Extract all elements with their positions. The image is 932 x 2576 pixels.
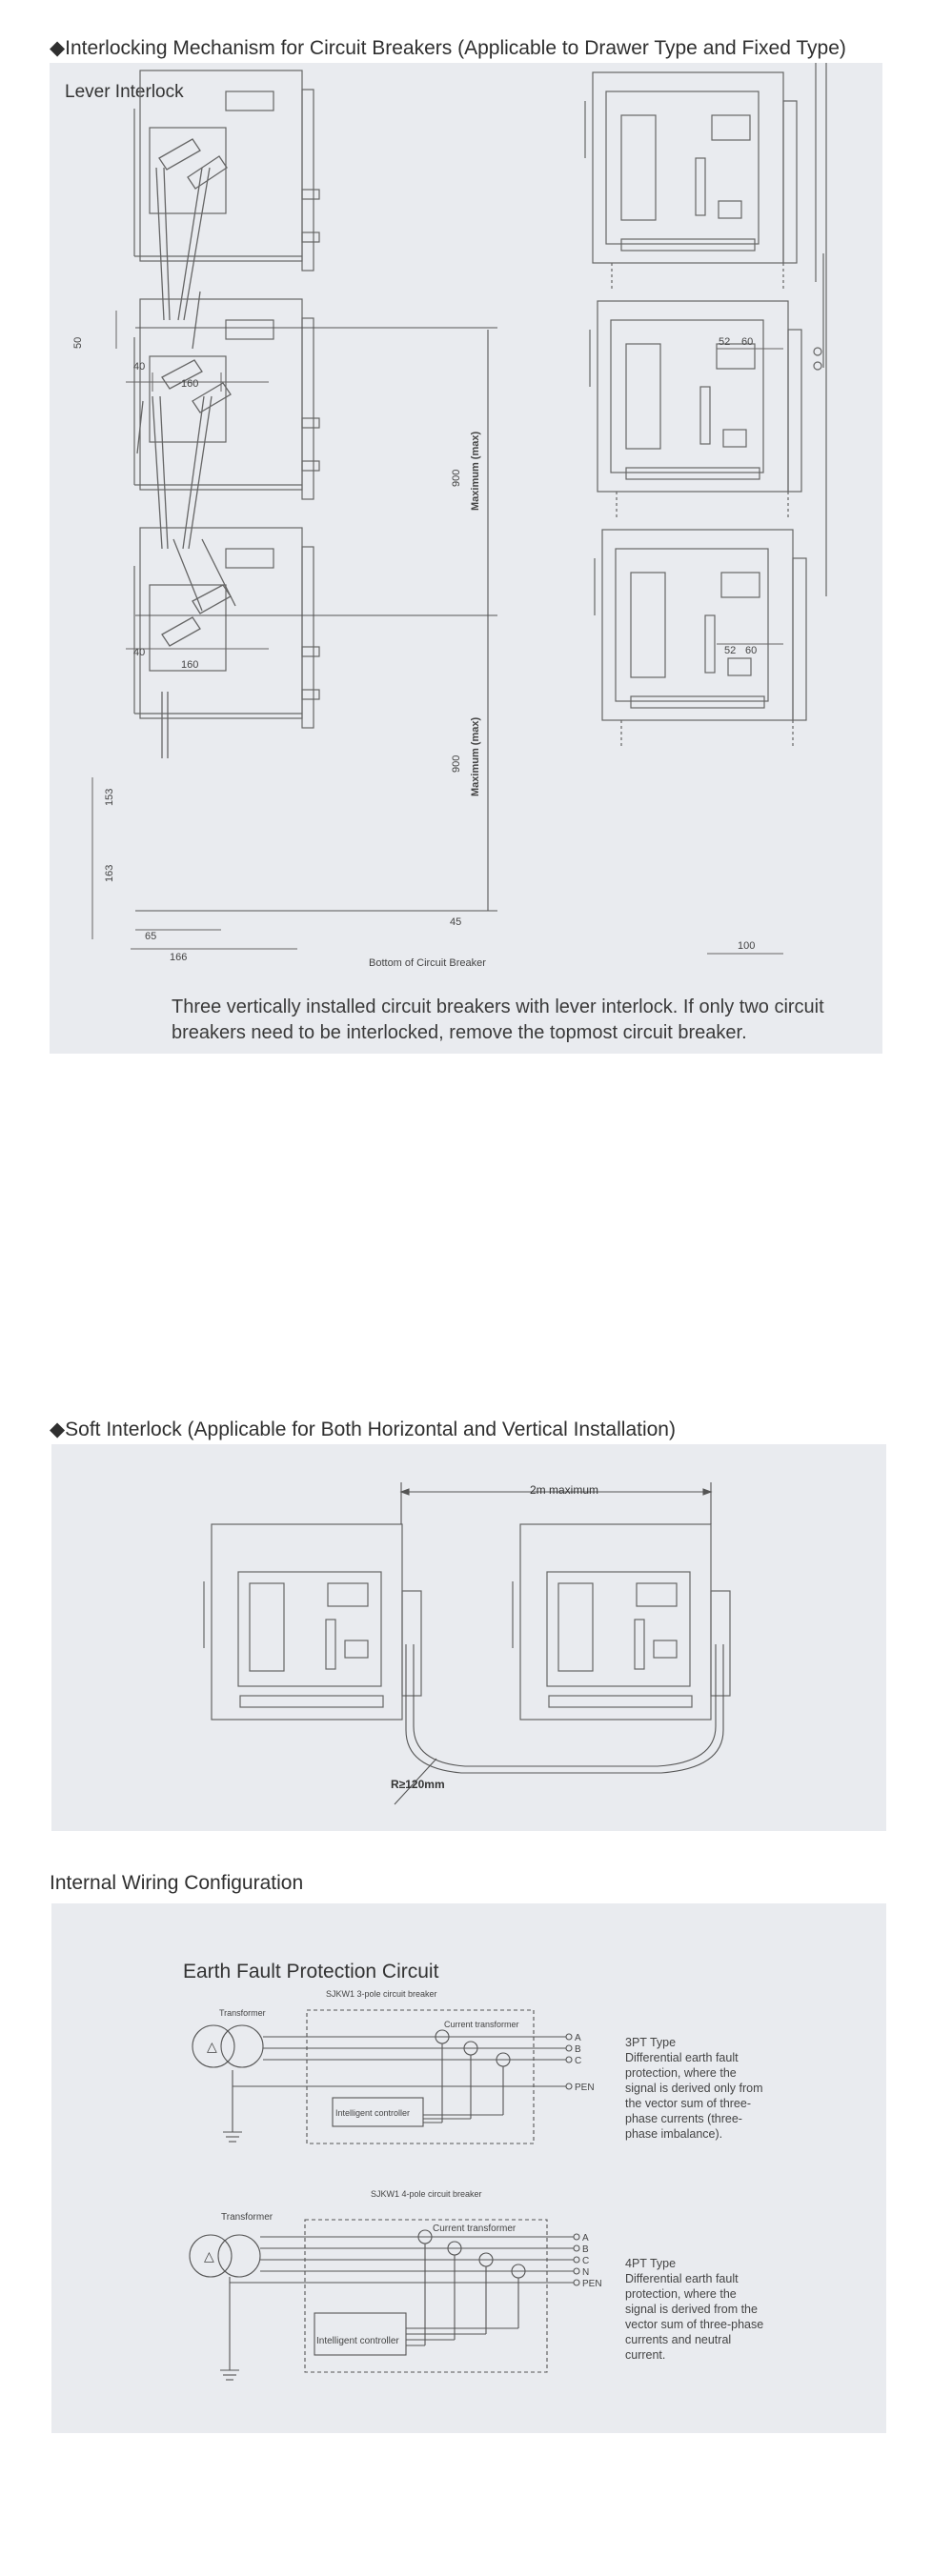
dim-900-b: 900 [451, 755, 462, 773]
section-heading-internal-wiring: Internal Wiring Configuration [50, 1872, 304, 1894]
controller-label-2: Intelligent controller [316, 2336, 399, 2346]
type-4pt-line: protection, where the [625, 2287, 737, 2301]
dim-max-a: Maximum (max) [470, 431, 481, 511]
dim-40-b: 40 [133, 647, 146, 658]
soft-interlock-panel [51, 1444, 886, 1831]
dim-163: 163 [104, 864, 115, 882]
dim-166: 166 [170, 952, 188, 963]
type-4pt-line: signal is derived from the [625, 2303, 758, 2316]
lever-interlock-caption: Three vertically installed circuit breakers with lever interlock. If only two circuit breakers need to be interlocked, remove the topmost circuit breaker. [172, 996, 824, 1043]
type-3pt-title: 3PT Type [625, 2036, 677, 2049]
terminal-2b: B [582, 2244, 589, 2255]
dim-45: 45 [450, 916, 462, 928]
dim-900-a: 900 [451, 469, 462, 487]
type-4pt-line: currents and neutral [625, 2333, 732, 2346]
terminal-2n: N [582, 2267, 590, 2278]
dim-160-a: 160 [181, 378, 199, 390]
lever-interlock-drawing [50, 63, 882, 1054]
delta-symbol-1: △ [207, 2039, 217, 2054]
type-4pt-description [625, 2256, 778, 2363]
type-4pt-line: current. [625, 2348, 666, 2362]
panel-label-lever-interlock: Lever Interlock [65, 82, 184, 102]
type-3pt-line: Differential earth fault [625, 2051, 739, 2064]
bottom-of-breaker-label: Bottom of Circuit Breaker [369, 957, 486, 969]
lever-interlock-panel [50, 63, 882, 1054]
section-heading-soft-interlock: ◆Soft Interlock (Applicable for Both Horizontal and Vertical Installation) [50, 1419, 676, 1440]
terminal-2pen: PEN [582, 2279, 602, 2289]
dim-52-b: 52 [724, 645, 737, 656]
earth-fault-title: Earth Fault Protection Circuit [183, 1961, 439, 1982]
ct-label-1: Current transformer [444, 2020, 519, 2029]
terminal-1pen: PEN [575, 2083, 595, 2093]
type-3pt-line: phase currents (three- [625, 2112, 742, 2125]
dim-max-b: Maximum (max) [470, 716, 481, 796]
type-4pt-line: Differential earth fault [625, 2272, 739, 2285]
dim-60-a: 60 [741, 336, 754, 348]
dim-153: 153 [104, 788, 115, 806]
terminal-2a: A [582, 2233, 589, 2244]
section-heading-interlocking: ◆Interlocking Mechanism for Circuit Breakers (Applicable to Drawer Type and Fixed Type) [50, 37, 846, 59]
dim-160-b: 160 [181, 659, 199, 671]
ct-label-2: Current transformer [433, 2224, 517, 2234]
type-3pt-line: the vector sum of three- [625, 2097, 752, 2110]
dim-50: 50 [72, 336, 84, 349]
dim-40-a: 40 [133, 361, 146, 372]
radius-label: R≥120mm [391, 1778, 445, 1791]
type-3pt-line: protection, where the [625, 2066, 737, 2080]
breaker-3pole-label: SJKW1 3-pole circuit breaker [326, 1989, 437, 1999]
type-3pt-line: phase imbalance). [625, 2127, 723, 2141]
controller-label-1: Intelligent controller [335, 2108, 411, 2118]
distance-label: 2m maximum [530, 1483, 599, 1497]
transformer-label-2: Transformer [221, 2212, 274, 2223]
dim-65: 65 [145, 931, 157, 942]
delta-symbol-2: △ [204, 2248, 214, 2264]
type-3pt-description [625, 2035, 778, 2142]
terminal-1b: B [575, 2044, 581, 2055]
type-3pt-line: signal is derived only from [625, 2082, 763, 2095]
type-4pt-line: vector sum of three-phase [625, 2318, 764, 2331]
terminal-2c: C [582, 2256, 590, 2266]
terminal-1a: A [575, 2033, 581, 2043]
breaker-4pole-label: SJKW1 4-pole circuit breaker [371, 2189, 482, 2199]
soft-interlock-drawing [51, 1444, 886, 1831]
dim-60-b: 60 [745, 645, 758, 656]
type-4pt-title: 4PT Type [625, 2257, 677, 2270]
dim-52-a: 52 [719, 336, 731, 348]
terminal-1c: C [575, 2056, 582, 2066]
wiring-panel [51, 1903, 886, 2433]
transformer-label-1: Transformer [219, 2008, 266, 2018]
dim-100: 100 [738, 940, 756, 952]
